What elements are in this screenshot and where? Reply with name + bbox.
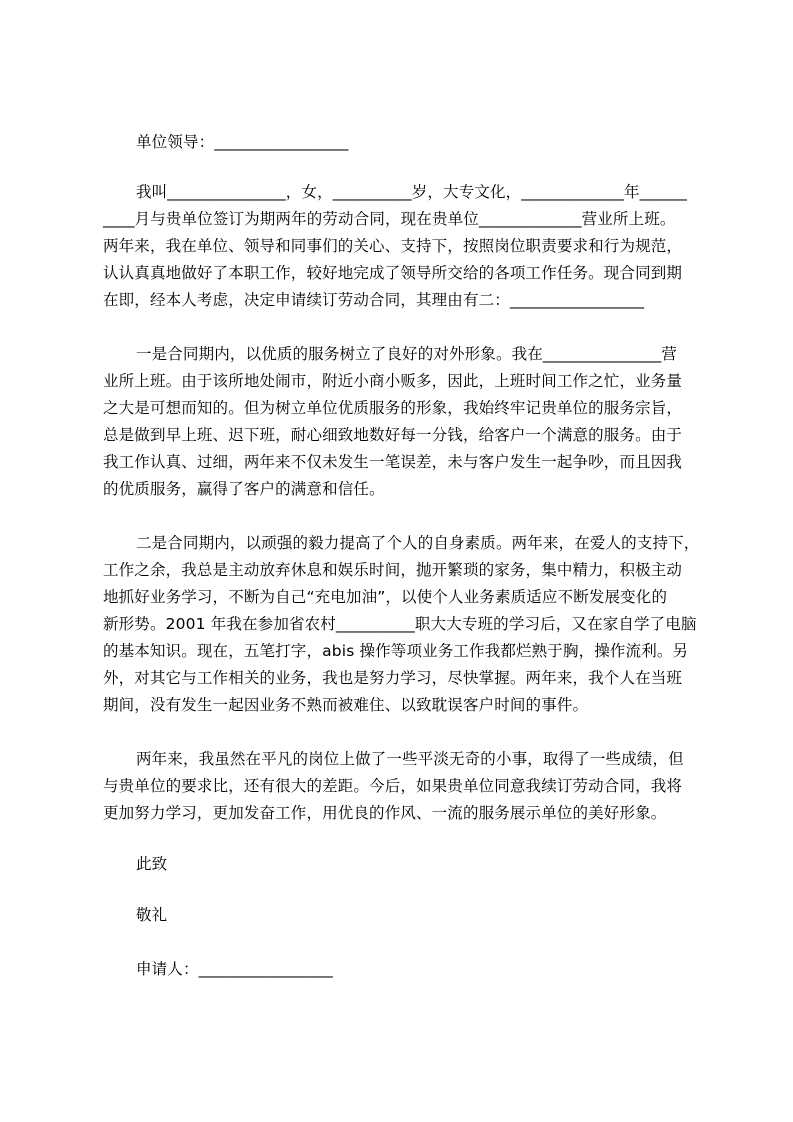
closing-jingli: 敬礼 [136, 906, 168, 924]
paragraph-1-line-2: ____月与贵单位签订为期两年的劳动合同，现在贵单位_____________营业所上班。 [103, 210, 676, 228]
paragraph-4-line-1: 两年来，我虽然在平凡的岗位上做了一些平淡无奇的小事，取得了一些成绩，但 [136, 750, 684, 768]
paragraph-2-line-6: 的优质服务，赢得了客户的满意和信任。 [103, 480, 385, 498]
salutation: 单位领导：_________________ [136, 133, 349, 151]
paragraph-3-line-7: 期间，没有发生一起因业务不熟而被难住、以致耽误客户时间的事件。 [103, 696, 589, 714]
paragraph-3-line-6: 外，对其它与工作相关的业务，我也是努力学习，尽快掌握。两年来，我个人在当班 [103, 669, 683, 687]
paragraph-4-line-3: 更加努力学习，更加发奋工作，用优良的作风、一流的服务展示单位的美好形象。 [103, 804, 667, 822]
paragraph-2-line-1: 一是合同期内，以优质的服务树立了良好的对外形象。我在_______________营 [136, 345, 678, 363]
paragraph-2-line-5: 我工作认真、过细，两年来不仅未发生一笔误差，未与客户发生一起争吵，而且因我 [103, 453, 683, 471]
closing-zhici: 此致 [136, 855, 168, 873]
paragraph-1-line-1: 我叫_______________，女，__________岁，大专文化，_____________年______ [136, 183, 688, 201]
paragraph-2-line-3: 之大是可想而知的。但为树立单位优质服务的形象，我始终牢记贵单位的服务宗旨， [103, 399, 683, 417]
paragraph-3-line-1: 二是合同期内，以顽强的毅力提高了个人的自身素质。两年来，在爱人的支持下， [136, 534, 700, 552]
paragraph-3-line-2: 工作之余，我总是主动放弃休息和娱乐时间，抛开繁琐的家务，集中精力，积极主动 [103, 561, 683, 579]
paragraph-1-line-3: 两年来，我在单位、领导和同事们的关心、支持下，按照岗位职责要求和行为规范， [103, 237, 683, 255]
paragraph-1-line-5: 在即，经本人考虑，决定申请续订劳动合同，其理由有二：_________________ [103, 291, 645, 309]
paragraph-2-line-4: 总是做到早上班、迟下班，耐心细致地数好每一分钱，给客户一个满意的服务。由于 [103, 426, 683, 444]
paragraph-3-line-5: 的基本知识。现在，五笔打字，abis 操作等项业务工作我都烂熟于胸，操作流利。另 [103, 642, 689, 660]
paragraph-2-line-2: 业所上班。由于该所地处闹市，附近小商小贩多，因此，上班时间工作之忙，业务量 [103, 372, 683, 390]
paragraph-1-line-4: 认认真真地做好了本职工作，较好地完成了领导所交给的各项工作任务。现合同到期 [103, 264, 683, 282]
signature-line: 申请人：_________________ [136, 960, 333, 978]
paragraph-3-line-3: 地抓好业务学习，不断为自己“充电加油”，以使个人业务素质适应不断发展变化的 [103, 588, 668, 606]
paragraph-3-line-4: 新形势。2001 年我在参加省农村__________职大大专班的学习后，又在家自学了电脑 [103, 615, 697, 633]
paragraph-4-line-2: 与贵单位的要求比，还有很大的差距。今后，如果贵单位同意我续订劳动合同，我将 [103, 777, 683, 795]
